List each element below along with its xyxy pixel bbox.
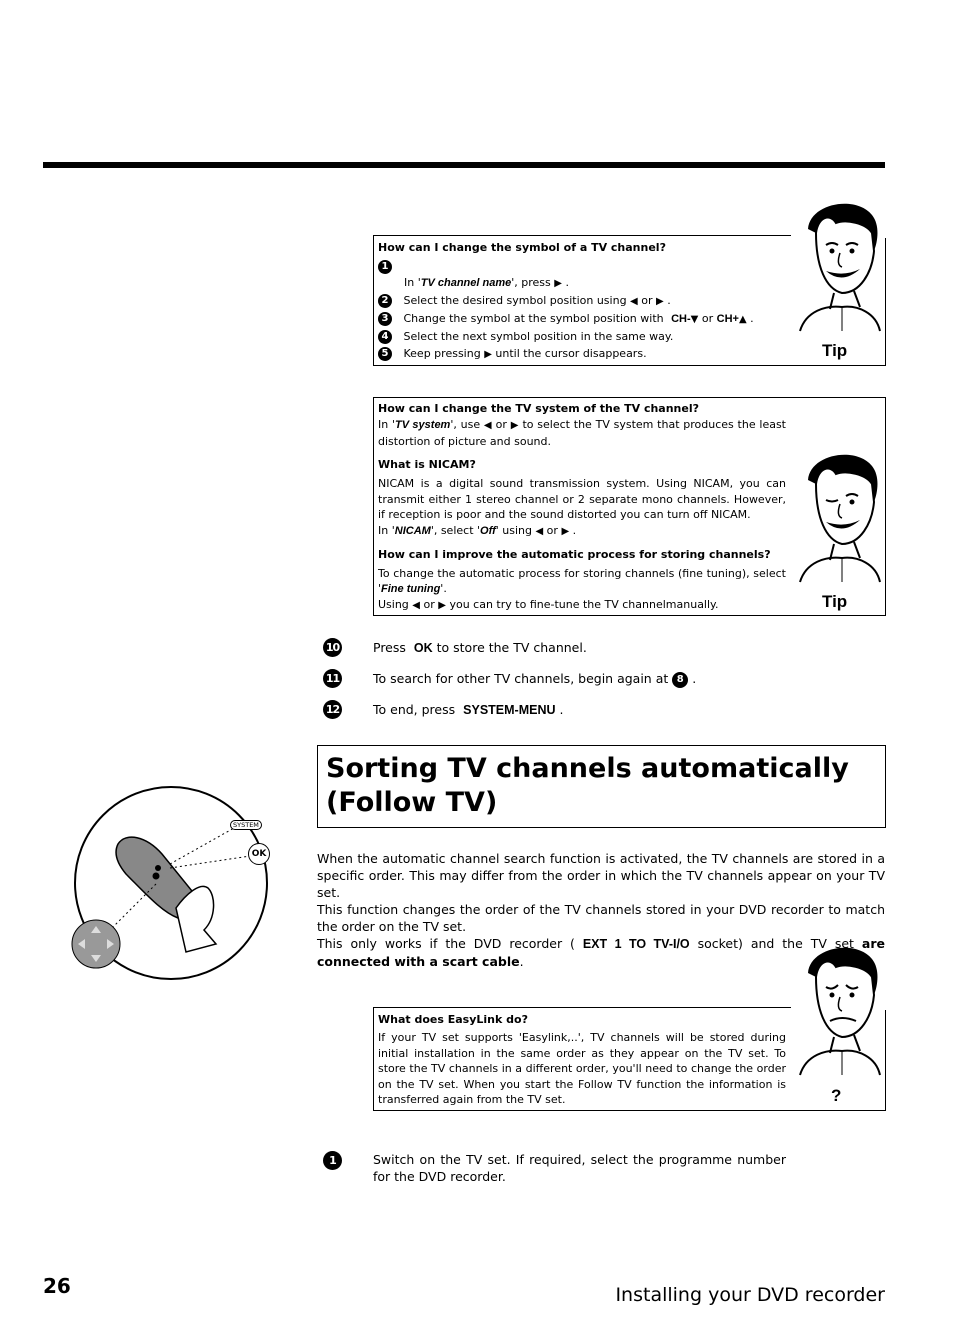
step-number: 11	[323, 669, 342, 688]
tip-answer-nicam: NICAM is a digital sound transmission system. Using NICAM, you can transmit either 1 stereo channel or 2 separate mono channels. However, if reception is poor and the sound distorted you can turn off NICAM.	[378, 477, 786, 521]
tip-answer-fine-tune-manual: Using ◀ or ▶ you can try to fine-tune the TV channelmanually.	[378, 597, 719, 611]
step-reference-number: 8	[672, 672, 688, 688]
mascot-smiling-icon	[796, 193, 882, 333]
mascot-puzzled-icon	[796, 937, 882, 1077]
step-row: 10 Press OK to store the TV channel.	[323, 638, 342, 657]
top-rule	[43, 162, 885, 168]
step-number: 12	[323, 700, 342, 719]
help-box-right-rule	[885, 1010, 886, 1111]
intro-paragraph-1: When the automatic channel search function is activated, the TV channels are stored in a specific order. This may differ from the order in which the TV channels appear on your TV set.	[317, 851, 885, 900]
ok-button-label: OK	[248, 843, 270, 865]
tip-question-tv-system: How can I change the TV system of the TV channel?	[378, 402, 699, 415]
tip-symbol-step2: 2 Select the desired symbol position using ◀ or ▶ .	[378, 293, 788, 310]
section-heading-box	[317, 745, 886, 828]
help-body: If your TV set supports 'Easylink,..', TV channels will be stored during initial installation in the same order as they appear on the TV set. To store the TV channels in a different order, you'll need to change the order on the TV set. When you start the Follow TV function the information is transferred again from the TV set.	[378, 1031, 786, 1107]
right-arrow-icon: ▶	[561, 525, 570, 537]
right-arrow-icon: ▶	[554, 278, 562, 289]
right-arrow-icon: ▶	[438, 599, 446, 611]
right-arrow-icon: ▶	[510, 420, 519, 431]
page-number: 26	[43, 1274, 71, 1298]
tip-question-nicam: What is NICAM?	[378, 458, 476, 471]
section-title: Sorting TV channels automatically (Follow TV)	[326, 753, 849, 818]
tip-question-fine-tuning: How can I improve the automatic process for storing channels?	[378, 547, 771, 561]
step-final-text: Switch on the TV set. If required, select the programme number for the DVD recorder.	[373, 1152, 786, 1184]
left-arrow-icon: ◀	[412, 599, 420, 611]
left-arrow-icon: ◀	[483, 420, 492, 431]
step-row: 11 To search for other TV channels, begin again at 8 .	[323, 669, 342, 688]
tip-answer-tv-system: In 'TV system', use ◀ or ▶ to select the TV system that produces the least distortion of picture and sound.	[378, 418, 786, 448]
tip-symbol-step4: 4 Select the next symbol position in the same way.	[378, 329, 788, 345]
help-content	[378, 1012, 786, 1108]
step-number-2: 2	[378, 294, 392, 308]
tip-label: Tip	[822, 341, 848, 360]
remote-control-illustration	[66, 784, 276, 982]
intro-paragraph-3: This only works if the DVD recorder ( EXT 1 TO TV-I/O socket) and the TV set are connected with a scart cable.	[317, 936, 885, 969]
help-box-top-rule	[373, 1007, 791, 1008]
right-arrow-icon: ▶	[484, 349, 492, 360]
tip-label: Tip	[822, 592, 848, 611]
tip-symbol-step1: In 'TV channel name', press ▶ .	[404, 276, 569, 289]
down-arrow-icon: ▼	[690, 314, 699, 325]
step-row: 12 To end, press SYSTEM-MENU .	[323, 700, 342, 719]
left-arrow-icon: ◀	[630, 296, 638, 307]
help-title: What does EasyLink do?	[378, 1013, 528, 1026]
tip-box-right-rule	[885, 238, 886, 366]
step-number: 1	[323, 1151, 342, 1170]
step-number-3: 3	[378, 312, 392, 326]
chapter-title: Installing your DVD recorder	[615, 1284, 885, 1306]
system-button-label: SYSTEM	[230, 820, 262, 830]
step-number-1: 1	[378, 260, 392, 274]
step-number-4: 4	[378, 330, 392, 344]
tip-symbol-content	[378, 240, 788, 363]
mascot-winking-icon	[796, 444, 882, 584]
tip-answer-nicam-off: In 'NICAM', select 'Off' using ◀ or ▶ .	[378, 523, 577, 537]
right-arrow-icon: ▶	[656, 296, 664, 307]
step-number-5: 5	[378, 347, 392, 361]
tip-tv-system-content	[378, 401, 786, 614]
up-arrow-icon: ▲	[738, 314, 747, 325]
tip-symbol-title: How can I change the symbol of a TV channel?	[378, 241, 666, 254]
step-number: 10	[323, 638, 342, 657]
left-arrow-icon: ◀	[535, 525, 544, 537]
step-number-final-wrap	[323, 1150, 342, 1170]
help-question-label: ?	[831, 1086, 842, 1105]
tip-box-top-rule	[373, 235, 791, 236]
tip-symbol-step5: 5 Keep pressing ▶ until the cursor disappears.	[378, 346, 788, 363]
tip-answer-fine-tuning: To change the automatic process for storing channels (fine tuning), select 'Fine tuning'.	[378, 566, 786, 595]
tip-symbol-step3: 3 Change the symbol at the symbol position with CH-▼ or CH+▲ .	[378, 311, 788, 328]
intro-paragraph-2: This function changes the order of the TV channels stored in your DVD recorder to match the order on the TV set.	[317, 902, 885, 934]
